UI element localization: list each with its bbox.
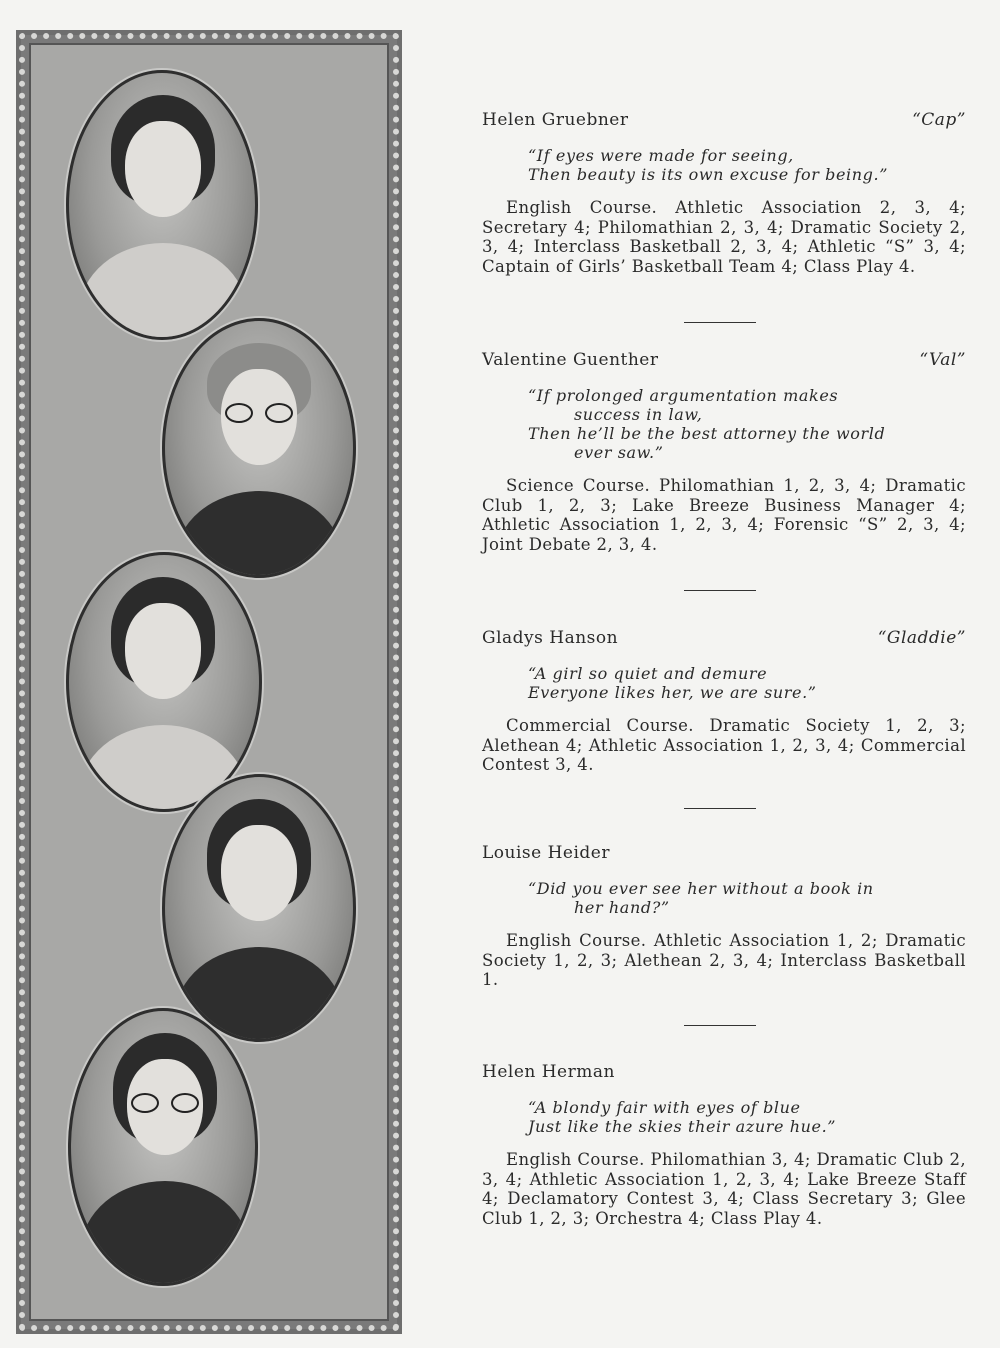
eyeglasses-icon <box>225 403 293 421</box>
student-quote <box>528 1098 966 1136</box>
quote-line: Everyone likes her, we are sure.” <box>528 683 817 702</box>
entry-header <box>482 1062 966 1084</box>
student-entry <box>482 628 966 775</box>
quote-line: “A blondy fair with eyes of blue <box>528 1098 801 1117</box>
student-activities: Science Course. Philomathian 1, 2, 3, 4; Dramatic Club 1, 2, 3; Lake Breeze Business Manager 4; Athletic Association 1, 2, 3, 4; Forensic “S” 2, 3, 4; Joint Debate 2, 3, 4. <box>482 476 966 554</box>
portrait-face <box>221 825 297 921</box>
separator-rule <box>684 590 756 591</box>
quote-line: ever saw.” <box>574 443 664 462</box>
quote-line: success in law, <box>574 405 703 424</box>
student-nickname: “Gladdie” <box>877 628 966 648</box>
student-name: Louise Heider <box>482 843 610 863</box>
entry-header <box>482 843 966 865</box>
portrait-louise-heider <box>162 774 356 1042</box>
quote-line: “If prolonged argumentation makes <box>528 386 839 405</box>
quote-line: her hand?” <box>574 898 670 917</box>
portrait-face <box>125 121 201 217</box>
student-entry <box>482 350 966 554</box>
student-entry <box>482 843 966 990</box>
student-name: Helen Herman <box>482 1062 615 1082</box>
student-name: Gladys Hanson <box>482 628 619 648</box>
portrait-valentine-guenther <box>162 318 356 578</box>
quote-line: Just like the skies their azure hue.” <box>528 1117 837 1136</box>
student-nickname: “Val” <box>919 350 966 370</box>
entry-header <box>482 110 966 132</box>
student-name: Valentine Guenther <box>482 350 659 370</box>
student-activities: English Course. Athletic Association 2, 3, 4; Secretary 4; Philomathian 2, 3, 4; Dramatic Society 2, 3, 4; Interclass Basketball 2, 3, 4; Athletic “S” 3, 4; Captain of Girls’ Basketball Team 4; Class Play 4. <box>482 198 966 276</box>
portrait-helen-herman <box>68 1008 258 1286</box>
student-activities: English Course. Philomathian 3, 4; Dramatic Club 2, 3, 4; Athletic Association 1, 2, 3, 4; Lake Breeze Staff 4; Declamatory Contest 3, 4; Class Secretary 3; Glee Club 1, 2, 3; Orchestra 4; Class Play 4. <box>482 1150 966 1228</box>
student-quote <box>528 146 966 184</box>
student-quote <box>528 386 966 462</box>
portrait-dress <box>81 1181 249 1286</box>
student-nickname: “Cap” <box>912 110 966 130</box>
eyeglasses-icon <box>131 1093 199 1111</box>
portrait-collar <box>79 243 247 340</box>
portrait-helen-gruebner <box>66 70 258 340</box>
student-activities: English Course. Athletic Association 1, 2; Dramatic Society 1, 2, 3; Alethean 2, 3, 4; Interclass Basketball 1. <box>482 931 966 989</box>
quote-line: Then he’ll be the best attorney the world <box>528 424 886 443</box>
entry-header <box>482 628 966 650</box>
quote-line: “Did you ever see her without a book in <box>528 879 874 898</box>
student-entry <box>482 110 966 276</box>
separator-rule <box>684 808 756 809</box>
student-name: Helen Gruebner <box>482 110 629 130</box>
quote-line: “If eyes were made for seeing, <box>528 146 794 165</box>
separator-rule <box>684 1025 756 1026</box>
student-entry <box>482 1062 966 1228</box>
separator-rule <box>684 322 756 323</box>
student-quote <box>528 879 966 917</box>
quote-line: Then beauty is its own excuse for being.” <box>528 165 888 184</box>
portrait-gladys-hanson <box>66 552 262 812</box>
quote-line: “A girl so quiet and demure <box>528 664 768 683</box>
student-quote <box>528 664 966 702</box>
entry-header <box>482 350 966 372</box>
student-activities: Commercial Course. Dramatic Society 1, 2, 3; Alethean 4; Athletic Association 1, 2, 3, 4; Commercial Contest 3, 4. <box>482 716 966 774</box>
portrait-face <box>125 603 201 699</box>
